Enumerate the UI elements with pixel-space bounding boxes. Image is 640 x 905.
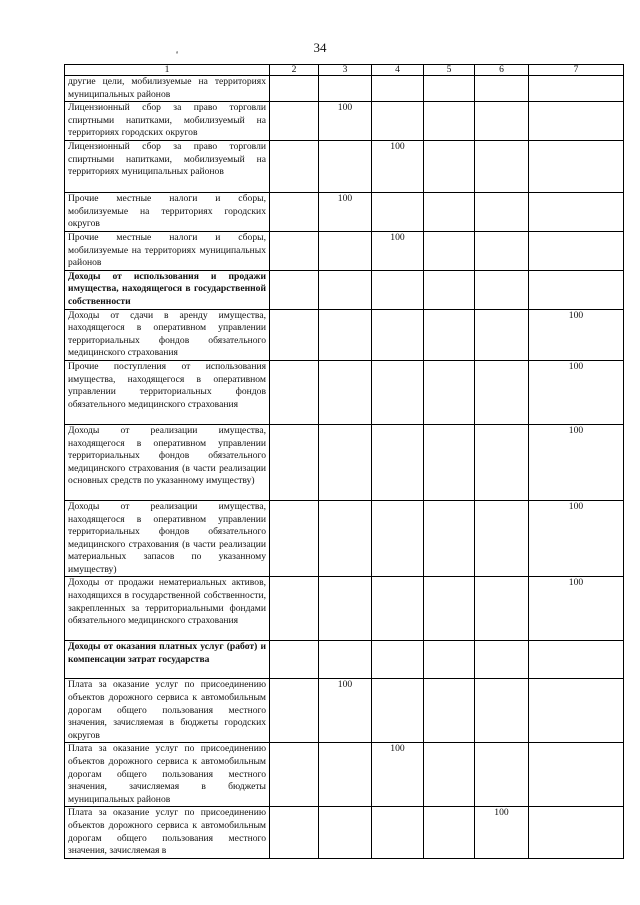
cell-col-4 [372, 270, 424, 309]
cell-col-3 [319, 807, 372, 859]
row-label: Прочие местные налоги и сборы, мобилизуемые на территориях муниципальных районов [65, 231, 270, 270]
cell-col-4 [372, 76, 424, 102]
table-row [65, 193, 624, 232]
page-number: 34 [313, 40, 327, 55]
column-header-4: 4 [372, 65, 424, 76]
revenue-table [64, 64, 624, 859]
cell-col-4 [372, 193, 424, 232]
cell-col-2 [270, 679, 319, 743]
cell-col-7 [529, 141, 624, 193]
cell-col-6 [475, 193, 529, 232]
cell-col-7 [529, 102, 624, 141]
table-row [65, 102, 624, 141]
cell-col-3 [319, 309, 372, 360]
cell-col-5 [424, 641, 475, 679]
cell-col-5 [424, 193, 475, 232]
cell-col-5 [424, 141, 475, 193]
table-row [65, 141, 624, 193]
cell-col-4 [372, 309, 424, 360]
cell-col-5 [424, 577, 475, 641]
cell-col-3: 100 [319, 679, 372, 743]
table-row [65, 807, 624, 859]
cell-col-4 [372, 807, 424, 859]
column-header-1: 1 [65, 65, 270, 76]
cell-col-6 [475, 679, 529, 743]
table-row [65, 76, 624, 102]
cell-col-2 [270, 309, 319, 360]
cell-col-3 [319, 424, 372, 500]
cell-col-6 [475, 102, 529, 141]
cell-col-5 [424, 424, 475, 500]
table-row [65, 424, 624, 500]
cell-col-3 [319, 360, 372, 424]
cell-col-5 [424, 679, 475, 743]
cell-col-7: 100 [529, 577, 624, 641]
cell-col-3 [319, 577, 372, 641]
cell-col-5 [424, 309, 475, 360]
cell-col-5 [424, 231, 475, 270]
row-label: Доходы от реализации имущества, находящегося в оперативном управлении территориальных фондов обязательного медицинского страхования (в части реализации основных средств по указанному имуществу) [65, 424, 270, 500]
cell-col-2 [270, 807, 319, 859]
column-header-7: 7 [529, 65, 624, 76]
cell-col-2 [270, 270, 319, 309]
cell-col-2 [270, 577, 319, 641]
cell-col-3 [319, 270, 372, 309]
cell-col-2 [270, 193, 319, 232]
cell-col-6 [475, 231, 529, 270]
column-header-3: 3 [319, 65, 372, 76]
cell-col-5 [424, 360, 475, 424]
cell-col-4 [372, 424, 424, 500]
cell-col-6 [475, 76, 529, 102]
table-row [65, 309, 624, 360]
table-row [65, 360, 624, 424]
cell-col-7 [529, 76, 624, 102]
cell-col-7: 100 [529, 360, 624, 424]
cell-col-3 [319, 743, 372, 807]
row-label: Лицензионный сбор за право торговли спиртными напитками, мобилизуемый на территориях городских округов [65, 102, 270, 141]
cell-col-4 [372, 577, 424, 641]
cell-col-3 [319, 500, 372, 577]
table-row [65, 743, 624, 807]
cell-col-6 [475, 577, 529, 641]
section-heading: Доходы от использования и продажи имущества, находящегося в государственной собственности [65, 270, 270, 309]
cell-col-7: 100 [529, 424, 624, 500]
cell-col-6 [475, 424, 529, 500]
cell-col-7 [529, 743, 624, 807]
row-label: Прочие местные налоги и сборы, мобилизуемые на территориях городских округов [65, 193, 270, 232]
cell-col-4: 100 [372, 231, 424, 270]
cell-col-2 [270, 231, 319, 270]
table-row [65, 270, 624, 309]
cell-col-5 [424, 270, 475, 309]
row-label: Лицензионный сбор за право торговли спиртными напитками, мобилизуемый на территориях муниципальных районов [65, 141, 270, 193]
table-row [65, 679, 624, 743]
cell-col-2 [270, 743, 319, 807]
table-row [65, 500, 624, 577]
row-label: Плата за оказание услуг по присоединению объектов дорожного сервиса к автомобильным дорогам общего пользования местного значения, зачисляемая в бюджеты городских округов [65, 679, 270, 743]
cell-col-7 [529, 807, 624, 859]
stray-mark: ª [176, 50, 178, 58]
row-label: Плата за оказание услуг по присоединению объектов дорожного сервиса к автомобильным дорогам общего пользования местного значения, зачисляемая в [65, 807, 270, 859]
row-label: Доходы от реализации имущества, находящегося в оперативном управлении территориальных фондов обязательного медицинского страхования (в части реализации материальных запасов по указанному имуществу) [65, 500, 270, 577]
cell-col-5 [424, 102, 475, 141]
row-label: Плата за оказание услуг по присоединению объектов дорожного сервиса к автомобильным дорогам общего пользования местного значения, зачисляемая в бюджеты муниципальных районов [65, 743, 270, 807]
cell-col-4 [372, 500, 424, 577]
cell-col-6 [475, 743, 529, 807]
column-header-6: 6 [475, 65, 529, 76]
cell-col-4 [372, 360, 424, 424]
row-label: Доходы от продажи нематериальных активов, находящихся в государственной собственности, закрепленных за территориальными фондами обязательного медицинского страхования [65, 577, 270, 641]
cell-col-3: 100 [319, 193, 372, 232]
cell-col-5 [424, 76, 475, 102]
row-label: другие цели, мобилизуемые на территориях муниципальных районов [65, 76, 270, 102]
cell-col-4 [372, 102, 424, 141]
cell-col-3: 100 [319, 102, 372, 141]
cell-col-6 [475, 141, 529, 193]
cell-col-7 [529, 641, 624, 679]
cell-col-7 [529, 270, 624, 309]
cell-col-2 [270, 76, 319, 102]
cell-col-7: 100 [529, 500, 624, 577]
cell-col-7 [529, 231, 624, 270]
cell-col-2 [270, 424, 319, 500]
cell-col-6 [475, 270, 529, 309]
cell-col-2 [270, 102, 319, 141]
cell-col-3 [319, 76, 372, 102]
cell-col-4 [372, 679, 424, 743]
row-label: Прочие поступления от использования имущества, находящегося в оперативном управлении территориальных фондов обязательного медицинского страхования [65, 360, 270, 424]
cell-col-6 [475, 641, 529, 679]
cell-col-7 [529, 679, 624, 743]
table-row [65, 577, 624, 641]
cell-col-2 [270, 500, 319, 577]
table-row [65, 231, 624, 270]
cell-col-5 [424, 743, 475, 807]
column-header-5: 5 [424, 65, 475, 76]
cell-col-6 [475, 309, 529, 360]
cell-col-6 [475, 360, 529, 424]
header-row [65, 65, 624, 76]
cell-col-3 [319, 141, 372, 193]
section-heading: Доходы от оказания платных услуг (работ) и компенсации затрат государства [65, 641, 270, 679]
cell-col-6 [475, 500, 529, 577]
cell-col-3 [319, 641, 372, 679]
cell-col-4: 100 [372, 743, 424, 807]
cell-col-2 [270, 641, 319, 679]
table-body [65, 76, 624, 859]
cell-col-4 [372, 641, 424, 679]
cell-col-6: 100 [475, 807, 529, 859]
cell-col-5 [424, 500, 475, 577]
cell-col-7: 100 [529, 309, 624, 360]
cell-col-7 [529, 193, 624, 232]
column-header-2: 2 [270, 65, 319, 76]
cell-col-3 [319, 231, 372, 270]
cell-col-5 [424, 807, 475, 859]
table-row [65, 641, 624, 679]
row-label: Доходы от сдачи в аренду имущества, находящегося в оперативном управлении территориальных фондов обязательного медицинского страхования [65, 309, 270, 360]
cell-col-2 [270, 360, 319, 424]
cell-col-2 [270, 141, 319, 193]
cell-col-4: 100 [372, 141, 424, 193]
